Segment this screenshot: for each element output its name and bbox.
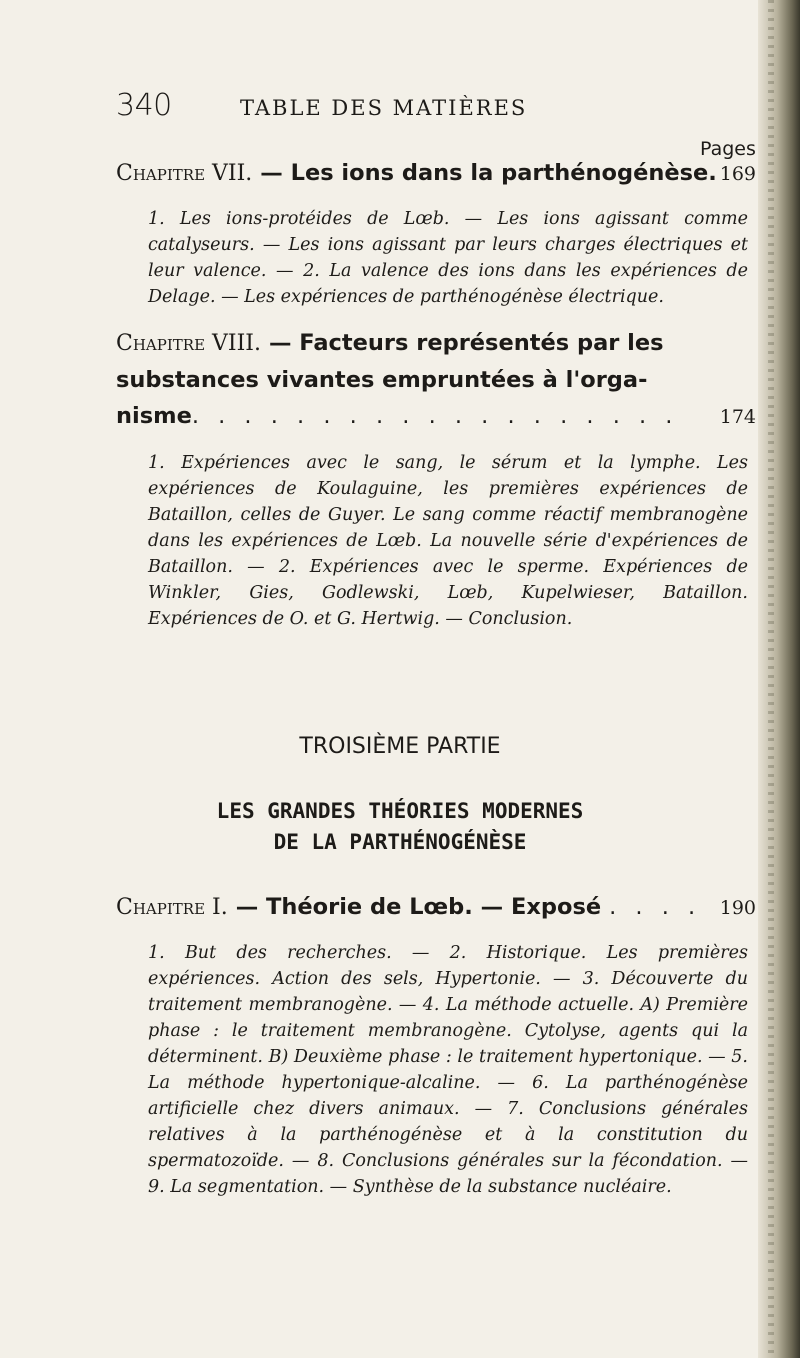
- chapter-8-title-line-1: — Facteurs représentés par les: [268, 330, 664, 356]
- chapter-8-heading-line-2: [116, 367, 756, 393]
- running-head-title: TABLE DES MATIÈRES: [240, 96, 528, 120]
- pages-column-label: Pages: [700, 138, 756, 160]
- chapter-8-title-line-2: substances vivantes empruntées à l'orga-: [116, 367, 648, 393]
- page-edge-shadow: [758, 0, 800, 1358]
- page-number: 340: [116, 88, 172, 123]
- chapter-7-summary: 1. Les ions-protéides de Lœb. — Les ions agissant comme catalyseurs. — Les ions agissant par leurs charges électriques et leur valence. — 2. La valence des ions dans les expériences de Delage. — Les expériences de parthénogénèse électrique.: [148, 209, 748, 307]
- chapter-1-label: Chapitre I.: [116, 895, 228, 920]
- chapter-8-label: Chapitre VIII.: [116, 331, 261, 356]
- chapter-7-title: — Les ions dans la parthénogénèse.: [260, 160, 717, 186]
- chapter-1-leader-dots: . . . .: [609, 894, 702, 920]
- chapter-1-heading: [116, 894, 756, 920]
- chapter-8-heading-line-3: [116, 403, 756, 429]
- chapter-1-summary: 1. But des recherches. — 2. Historique. Les premières expériences. Action des sels, Hypertonie. — 3. Découverte du traitement membranogène. — 4. La méthode actuelle. A) Première phase : le traitement membranogène. Cytolyse, agents qui la déterminent. B) Deuxième phase : le traitement hypertonique. — 5. La méthode hypertonique-alcaline. — 6. La parthénogénèse artificielle chez divers animaux. — 7. Conclusions générales relatives à la parthénogénèse et à la constitution du spermatozoïde. — 8. Conclusions générales sur la fécondation. — 9. La segmentation. — Synthèse de la substance nucléaire.: [148, 943, 748, 1197]
- chapter-7-page: 169: [719, 163, 756, 185]
- chapter-7-heading: [116, 160, 756, 186]
- chapter-7-label: Chapitre VII.: [116, 161, 253, 186]
- part-3-subtitle-line-1: LES GRANDES THÉORIES MODERNES: [216, 799, 584, 823]
- chapter-8-summary: 1. Expériences avec le sang, le sérum et la lymphe. Les expériences de Koulaguine, les premières expériences de Bataillon, celles de Guyer. Le sang comme réactif membranogène dans les expériences de Lœb. La nouvelle série d'expériences de Bataillon. — 2. Expériences avec le sperme. Expériences de Winkler, Gies, Godlewski, Lœb, Kupelwieser, Bataillon. Expériences de O. et G. Hertwig. — Conclusion.: [148, 453, 748, 629]
- chapter-8-heading: [116, 330, 756, 356]
- part-3-subtitle-line-2: DE LA PARTHÉNOGÉNÈSE: [273, 830, 527, 854]
- chapter-8-page: 174: [719, 406, 756, 428]
- chapter-8-leader-dots: . . . . . . . . . . . . . . . . . . .: [191, 403, 679, 429]
- chapter-1-page: 190: [719, 897, 756, 919]
- part-3-title: TROISIÈME PARTIE: [299, 734, 501, 759]
- chapter-8-title-line-3: nisme: [116, 403, 192, 429]
- chapter-1-title: — Théorie de Lœb. — Exposé: [235, 894, 602, 920]
